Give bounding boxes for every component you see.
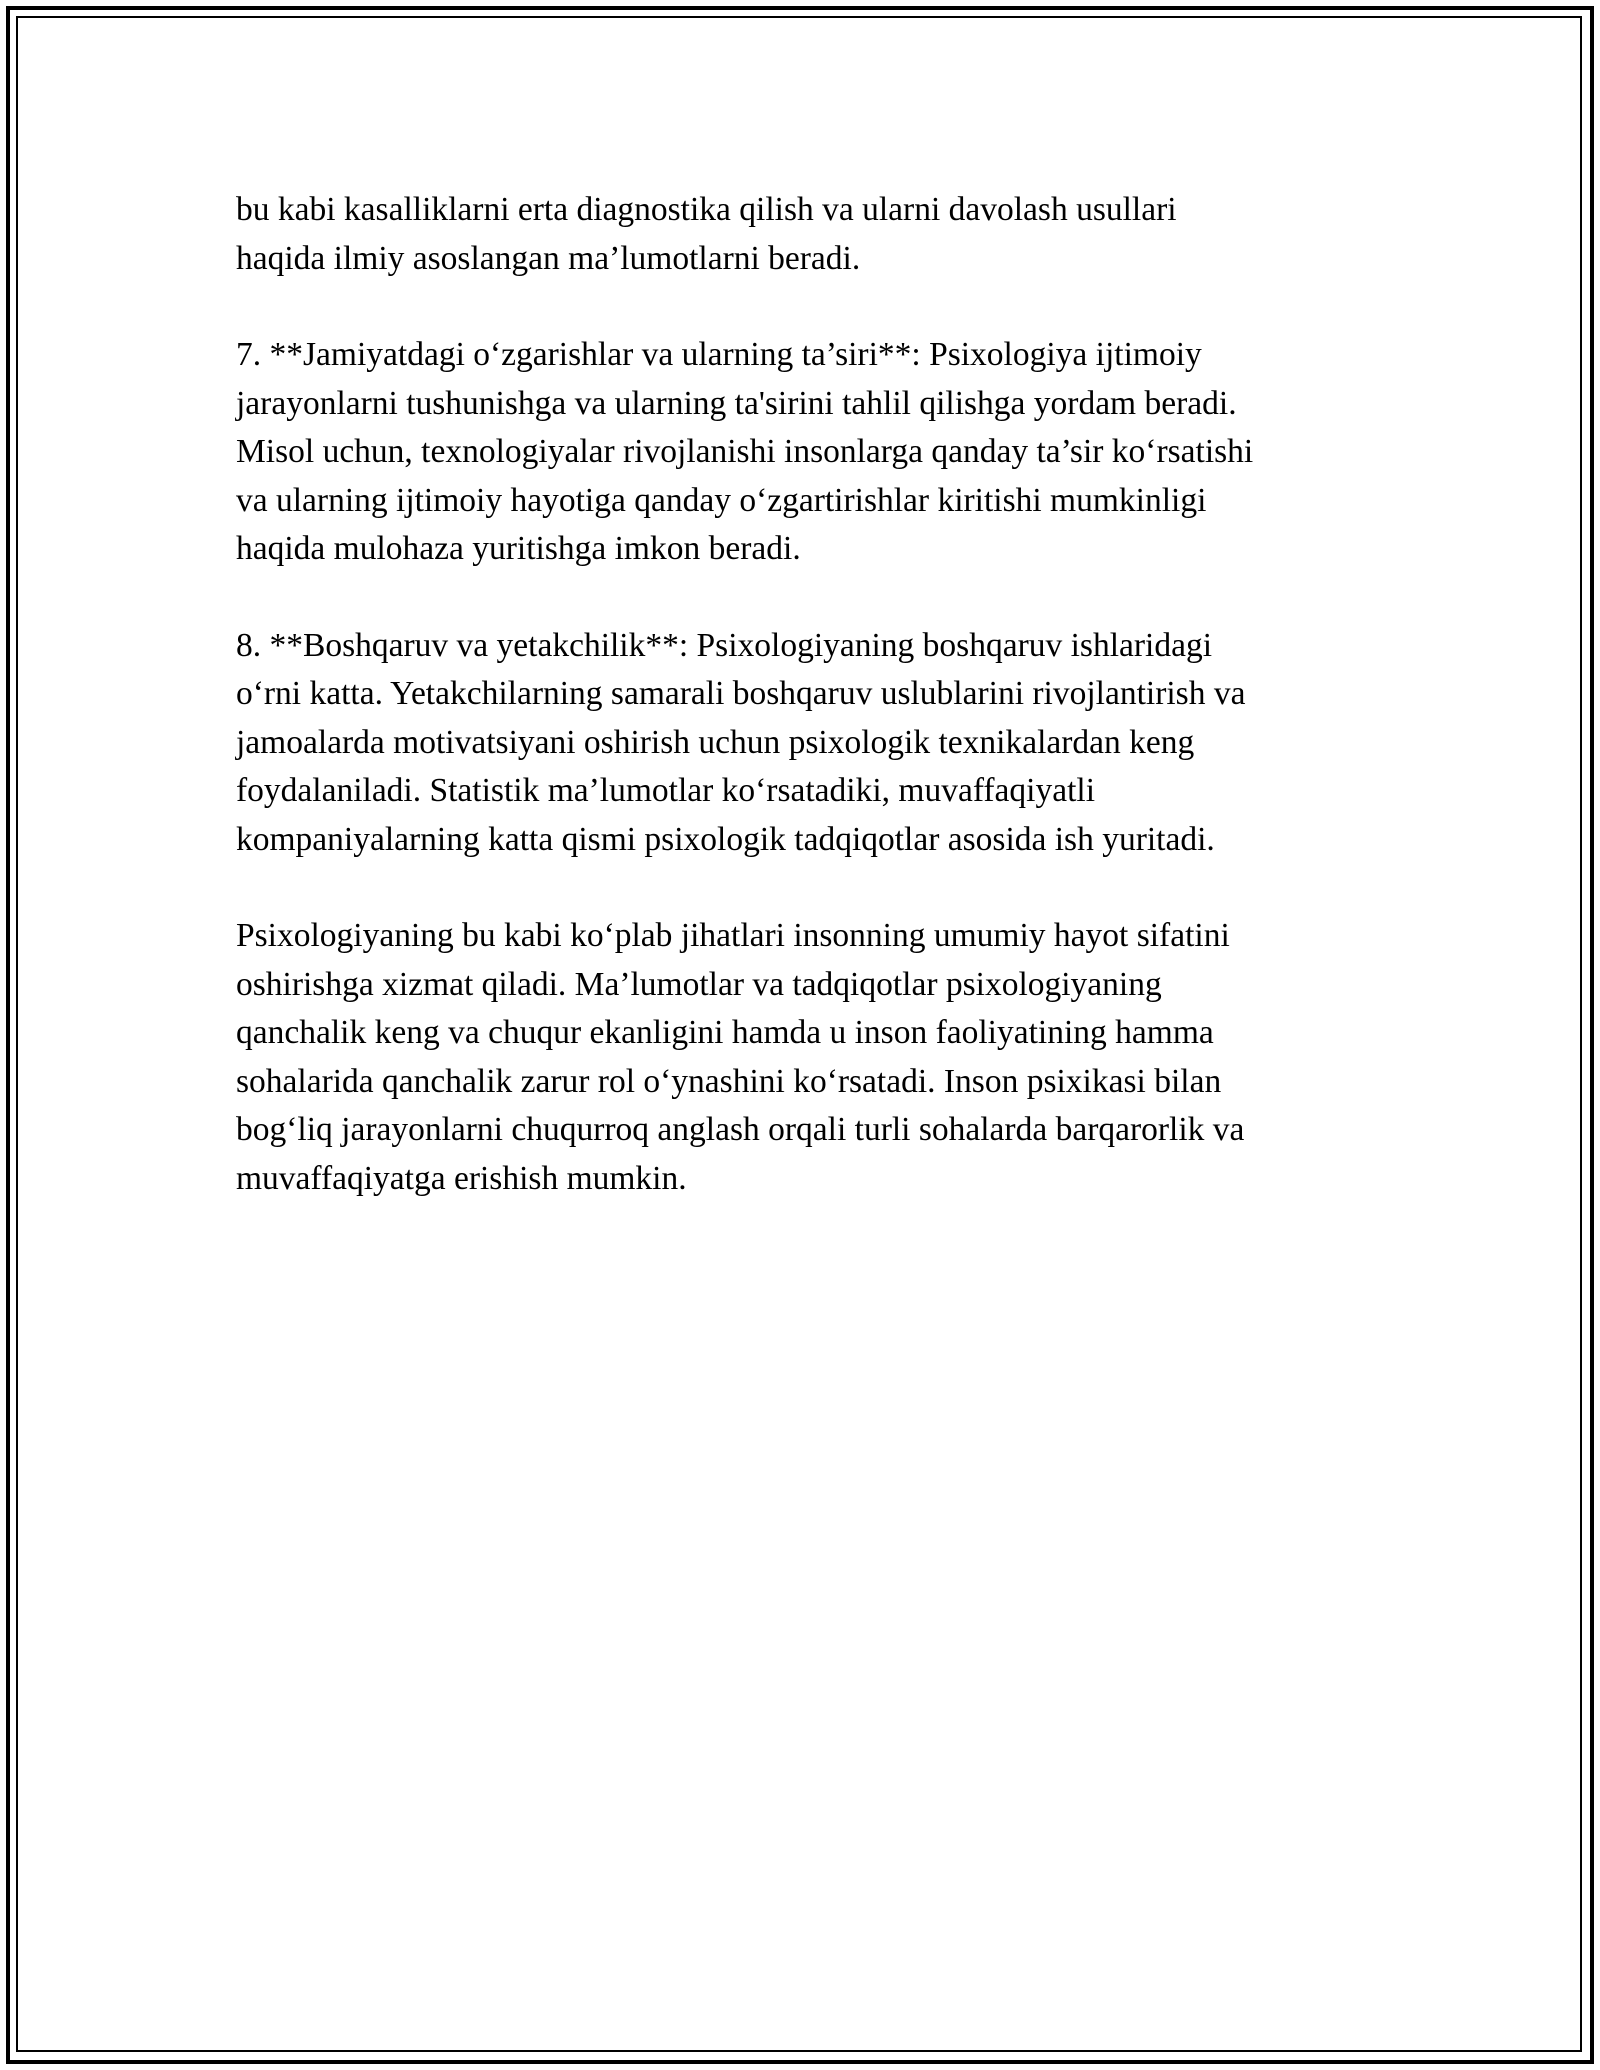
text-line: sohalarida qanchalik zarur rol o‘ynashini ko‘rsatadi. Inson psixikasi bilan xyxy=(236,1062,1222,1100)
text-line: bu kabi kasalliklarni erta diagnostika qilish va ularni davolash usullari xyxy=(236,191,1177,228)
paragraph-item-8 xyxy=(236,622,1356,865)
text-line: haqida mulohaza yuritishga imkon beradi. xyxy=(236,530,801,567)
text-line: foydalaniladi. Statistik ma’lumotlar ko‘rsatadiki, muvaffaqiyatli xyxy=(236,772,1096,809)
text-line: oshirishga xizmat qiladi. Ma’lumotlar va tadqiqotlar psixologiyaning xyxy=(236,965,1162,1003)
text-line: Psixologiyaning bu kabi ko‘plab jihatlari insonning umumiy hayot sifatini xyxy=(236,917,1230,954)
text-line: muvaffaqiyatga erishish mumkin. xyxy=(236,1159,687,1197)
text-line: jamoalarda motivatsiyani oshirish uchun psixologik texnikalardan keng xyxy=(236,723,1195,761)
text-line: Misol uchun, texnologiyalar rivojlanishi insonlarga qanday ta’sir ko‘rsatishi xyxy=(236,433,1254,470)
text-line: va ularning ijtimoiy hayotiga qanday o‘zgartirishlar kiritishi mumkinligi xyxy=(236,481,1207,519)
text-line: qanchalik keng va chuqur ekanligini hamda u inson faoliyatining hamma xyxy=(236,1014,1214,1051)
text-line: 7. **Jamiyatdagi o‘zgarishlar va ularning ta’siri**: Psixologiya ijtimoiy xyxy=(236,336,1202,373)
text-line: 8. **Boshqaruv va yetakchilik**: Psixologiyaning boshqaruv ishlaridagi xyxy=(236,626,1213,664)
text-line: jarayonlarni tushunishga va ularning ta'sirini tahlil qilishga yordam beradi. xyxy=(236,384,1237,422)
text-line: haqida ilmiy asoslangan ma’lumotlarni beradi. xyxy=(236,239,861,277)
document-body xyxy=(236,186,1356,1251)
paragraph-item-7 xyxy=(236,331,1356,574)
paragraph-conclusion xyxy=(236,912,1356,1203)
text-line: kompaniyalarning katta qismi psixologik tadqiqotlar asosida ish yuritadi. xyxy=(236,820,1215,858)
text-line: bog‘liq jarayonlarni chuqurroq anglash orqali turli sohalarda barqarorlik va xyxy=(236,1111,1245,1148)
text-line: o‘rni katta. Yetakchilarning samarali boshqaruv uslublarini rivojlantirish va xyxy=(236,675,1246,712)
paragraph-intro-continuation xyxy=(236,186,1356,283)
